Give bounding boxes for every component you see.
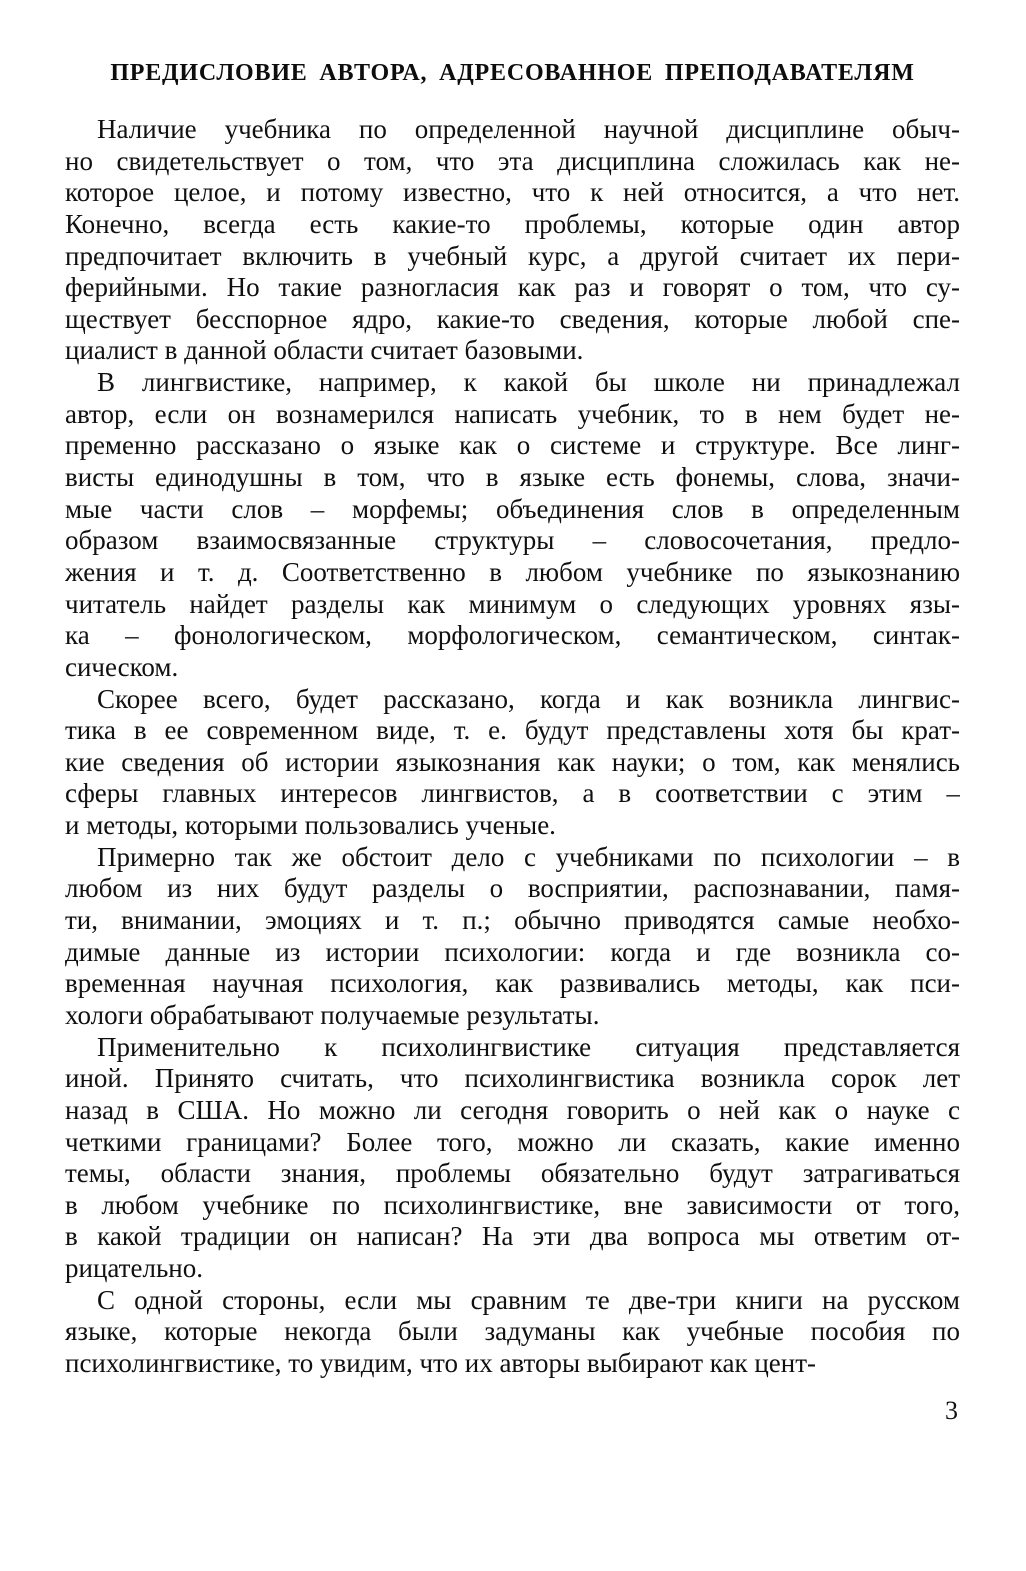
text-line: автор, если он вознамерился написать учебник, то в нем будет не- — [65, 398, 960, 429]
text-line: читатель найдет разделы как минимум о следующих уровнях язы- — [65, 588, 960, 619]
text-line: образом взаимосвязанные структуры – словосочетания, предло- — [65, 525, 960, 556]
text-line: ти, внимании, эмоциях и т. п.; обычно приводятся самые необхо- — [65, 905, 960, 936]
text-line: и методы, которыми пользовались ученые. — [65, 810, 556, 841]
text-line: Наличие учебника по определенной научной дисциплине обыч- — [97, 114, 960, 144]
text-line: психолингвистике, то увидим, что их авторы выбирают как цент- — [65, 1347, 816, 1378]
text-line: пременно рассказано о языке как о системе и структуре. Все линг- — [65, 430, 960, 461]
text-line: рицательно. — [65, 1253, 203, 1284]
paragraph — [65, 367, 960, 683]
paragraph — [65, 684, 960, 842]
text-body — [65, 114, 960, 1380]
text-line: предпочитает включить в учебный курс, а другой считает их пери- — [65, 240, 960, 271]
text-line: темы, области знания, проблемы обязательно будут затрагиваться — [65, 1158, 960, 1189]
text-line: в любом учебнике по психолингвистике, вне зависимости от того, — [65, 1189, 960, 1220]
text-line: в какой традиции он написан? На эти два вопроса мы ответим от- — [65, 1221, 960, 1252]
text-line: любом из них будут разделы о восприятии, распознавании, памя- — [65, 873, 960, 904]
text-line: четкими границами? Более того, можно ли сказать, какие именно — [65, 1126, 960, 1157]
text-line: которое целое, и потому известно, что к ней относится, а что нет. — [65, 177, 960, 208]
text-line: С одной стороны, если мы сравним те две-три книги на русском — [97, 1284, 960, 1315]
paragraph — [65, 114, 960, 367]
text-line: но свидетельствует о том, что эта дисциплина сложилась как не- — [65, 145, 960, 176]
text-line: временная научная психология, как развивались методы, как пси- — [65, 968, 960, 999]
chapter-title: ПРЕДИСЛОВИЕ АВТОРА, АДРЕСОВАННОЕ ПРЕПОДАВАТЕЛЯМ — [110, 60, 915, 86]
text-line: иной. Принято считать, что психолингвистика возникла сорок лет — [65, 1063, 960, 1094]
text-line: ферийными. Но такие разногласия как раз и говорят о том, что су- — [65, 272, 960, 303]
text-line: кие сведения об истории языкознания как науки; о том, как менялись — [65, 746, 960, 777]
text-line: ществует бесспорное ядро, какие-то сведения, которые любой спе- — [65, 303, 960, 334]
text-line: назад в США. Но можно ли сегодня говорить о ней как о науке с — [65, 1094, 960, 1125]
text-line: циалист в данной области считает базовыми. — [65, 335, 584, 366]
text-line: сферы главных интересов лингвистов, а в соответствии с этим – — [65, 778, 960, 809]
text-line: мые части слов – морфемы; объединения слов в определенным — [65, 493, 960, 524]
text-line: ка – фонологическом, морфологическом, семантическом, синтак- — [65, 620, 960, 651]
text-line: Скорее всего, будет рассказано, когда и как возникла лингвис- — [97, 683, 960, 714]
text-line: Примерно так же обстоит дело с учебниками по психологии – в — [97, 841, 960, 872]
paragraph — [65, 1285, 960, 1380]
text-line: хологи обрабатывают получаемые результаты. — [65, 999, 600, 1030]
text-line: висты единодушны в том, что в языке есть фонемы, слова, значи- — [65, 462, 960, 493]
paragraph — [65, 1032, 960, 1285]
paragraph — [65, 842, 960, 1032]
text-line: В лингвистике, например, к какой бы школе ни принадлежал — [97, 367, 960, 398]
text-line: Применительно к психолингвистике ситуация представляется — [97, 1031, 960, 1062]
text-line: димые данные из истории психологии: когда и где возникла со- — [65, 936, 960, 967]
text-line: жения и т. д. Соответственно в любом учебнике по языкознанию — [65, 556, 960, 587]
text-line: языке, которые некогда были задуманы как учебные пособия по — [65, 1316, 960, 1347]
page-number: 3 — [945, 1396, 958, 1425]
text-line: Конечно, всегда есть какие-то проблемы, которые один автор — [65, 208, 960, 239]
text-line: сическом. — [65, 651, 179, 682]
text-line: тика в ее современном виде, т. е. будут представлены хотя бы крат- — [65, 715, 960, 746]
